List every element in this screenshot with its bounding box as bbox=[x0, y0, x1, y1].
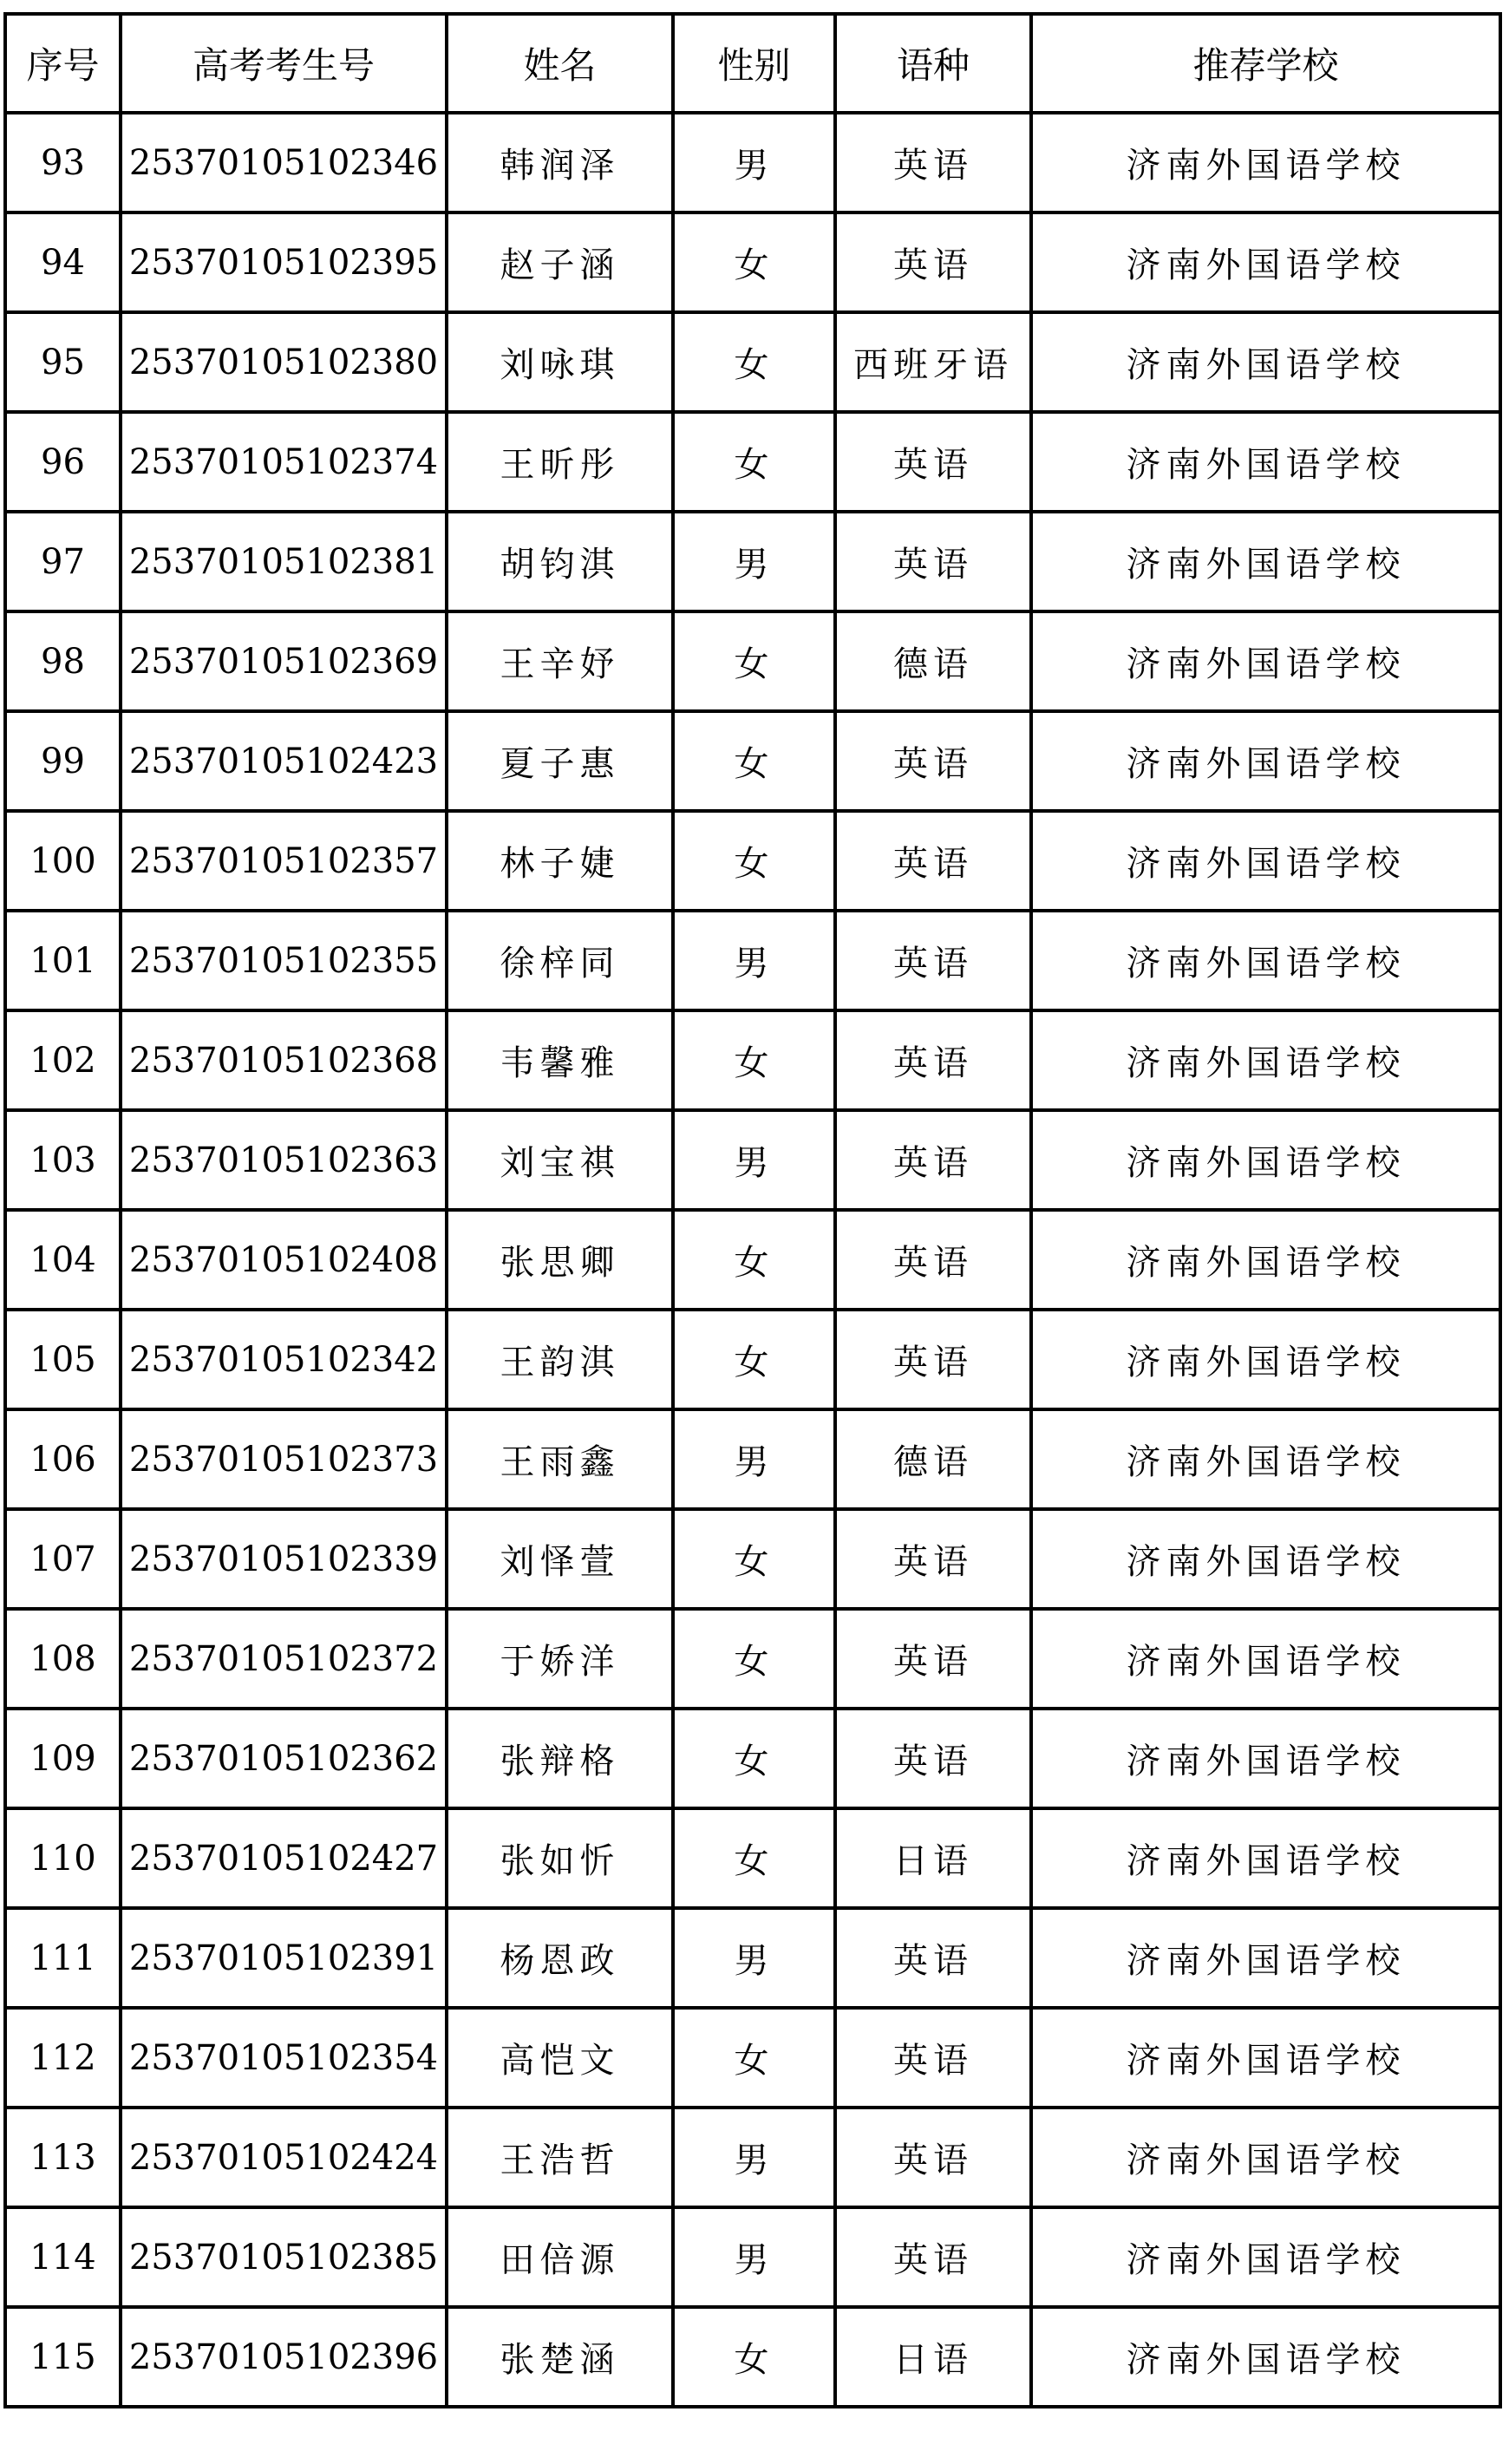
cell-school: 济南外国语学校 bbox=[1031, 2207, 1500, 2307]
cell-exam-number: 25370105102357 bbox=[121, 811, 447, 911]
cell-exam-number: 25370105102369 bbox=[121, 611, 447, 711]
cell-school: 济南外国语学校 bbox=[1031, 412, 1500, 512]
cell-name: 刘宝祺 bbox=[447, 1110, 673, 1210]
cell-serial-number: 107 bbox=[5, 1509, 121, 1609]
table-row bbox=[5, 711, 1500, 811]
cell-gender: 女 bbox=[673, 2008, 835, 2108]
cell-school: 济南外国语学校 bbox=[1031, 1808, 1500, 1908]
cell-gender: 男 bbox=[673, 1409, 835, 1509]
cell-gender: 女 bbox=[673, 1310, 835, 1409]
cell-language: 日语 bbox=[835, 1808, 1031, 1908]
table-row bbox=[5, 811, 1500, 911]
cell-exam-number: 25370105102373 bbox=[121, 1409, 447, 1509]
cell-serial-number: 101 bbox=[5, 911, 121, 1010]
cell-name: 杨恩政 bbox=[447, 1908, 673, 2008]
cell-language: 德语 bbox=[835, 1409, 1031, 1509]
cell-language: 英语 bbox=[835, 1509, 1031, 1609]
cell-serial-number: 106 bbox=[5, 1409, 121, 1509]
student-roster-table bbox=[3, 12, 1502, 2408]
cell-language: 英语 bbox=[835, 2108, 1031, 2207]
cell-school: 济南外国语学校 bbox=[1031, 1210, 1500, 1310]
cell-serial-number: 99 bbox=[5, 711, 121, 811]
table-row bbox=[5, 1509, 1500, 1609]
cell-gender: 男 bbox=[673, 512, 835, 611]
cell-gender: 女 bbox=[673, 212, 835, 312]
cell-school: 济南外国语学校 bbox=[1031, 2307, 1500, 2407]
cell-name: 于娇洋 bbox=[447, 1609, 673, 1709]
cell-language: 西班牙语 bbox=[835, 312, 1031, 412]
cell-school: 济南外国语学校 bbox=[1031, 312, 1500, 412]
cell-gender: 女 bbox=[673, 1808, 835, 1908]
cell-school: 济南外国语学校 bbox=[1031, 711, 1500, 811]
cell-gender: 女 bbox=[673, 1210, 835, 1310]
cell-serial-number: 93 bbox=[5, 113, 121, 212]
cell-serial-number: 103 bbox=[5, 1110, 121, 1210]
cell-name: 田倍源 bbox=[447, 2207, 673, 2307]
table-row bbox=[5, 1110, 1500, 1210]
cell-language: 英语 bbox=[835, 1210, 1031, 1310]
cell-school: 济南外国语学校 bbox=[1031, 512, 1500, 611]
cell-language: 英语 bbox=[835, 2207, 1031, 2307]
cell-school: 济南外国语学校 bbox=[1031, 611, 1500, 711]
cell-language: 英语 bbox=[835, 1010, 1031, 1110]
header-exam-number: 高考考生号 bbox=[121, 14, 447, 113]
cell-language: 英语 bbox=[835, 911, 1031, 1010]
table-body bbox=[5, 113, 1500, 2407]
cell-school: 济南外国语学校 bbox=[1031, 1609, 1500, 1709]
cell-exam-number: 25370105102355 bbox=[121, 911, 447, 1010]
header-recommending-school: 推荐学校 bbox=[1031, 14, 1500, 113]
cell-serial-number: 111 bbox=[5, 1908, 121, 2008]
cell-serial-number: 114 bbox=[5, 2207, 121, 2307]
table-row bbox=[5, 212, 1500, 312]
cell-exam-number: 25370105102339 bbox=[121, 1509, 447, 1609]
cell-exam-number: 25370105102381 bbox=[121, 512, 447, 611]
cell-name: 张如忻 bbox=[447, 1808, 673, 1908]
cell-school: 济南外国语学校 bbox=[1031, 2008, 1500, 2108]
cell-gender: 男 bbox=[673, 2108, 835, 2207]
cell-serial-number: 108 bbox=[5, 1609, 121, 1709]
cell-serial-number: 113 bbox=[5, 2108, 121, 2207]
cell-name: 王韵淇 bbox=[447, 1310, 673, 1409]
table-row bbox=[5, 1010, 1500, 1110]
cell-serial-number: 102 bbox=[5, 1010, 121, 1110]
table-row bbox=[5, 1808, 1500, 1908]
cell-language: 英语 bbox=[835, 2008, 1031, 2108]
cell-gender: 女 bbox=[673, 1609, 835, 1709]
cell-language: 英语 bbox=[835, 412, 1031, 512]
cell-school: 济南外国语学校 bbox=[1031, 1110, 1500, 1210]
table-row bbox=[5, 1709, 1500, 1808]
cell-exam-number: 25370105102342 bbox=[121, 1310, 447, 1409]
cell-name: 王浩哲 bbox=[447, 2108, 673, 2207]
cell-language: 英语 bbox=[835, 1908, 1031, 2008]
cell-exam-number: 25370105102395 bbox=[121, 212, 447, 312]
cell-name: 刘咏琪 bbox=[447, 312, 673, 412]
cell-serial-number: 96 bbox=[5, 412, 121, 512]
cell-serial-number: 104 bbox=[5, 1210, 121, 1310]
cell-gender: 女 bbox=[673, 312, 835, 412]
header-serial-number: 序号 bbox=[5, 14, 121, 113]
cell-school: 济南外国语学校 bbox=[1031, 911, 1500, 1010]
cell-language: 德语 bbox=[835, 611, 1031, 711]
table-row bbox=[5, 512, 1500, 611]
cell-serial-number: 97 bbox=[5, 512, 121, 611]
table-row bbox=[5, 2108, 1500, 2207]
cell-name: 韦馨雅 bbox=[447, 1010, 673, 1110]
cell-exam-number: 25370105102424 bbox=[121, 2108, 447, 2207]
cell-name: 高恺文 bbox=[447, 2008, 673, 2108]
table-row bbox=[5, 1310, 1500, 1409]
cell-name: 夏子惠 bbox=[447, 711, 673, 811]
header-name: 姓名 bbox=[447, 14, 673, 113]
cell-exam-number: 25370105102427 bbox=[121, 1808, 447, 1908]
cell-school: 济南外国语学校 bbox=[1031, 1409, 1500, 1509]
table-row bbox=[5, 312, 1500, 412]
cell-name: 张楚涵 bbox=[447, 2307, 673, 2407]
cell-exam-number: 25370105102391 bbox=[121, 1908, 447, 2008]
cell-school: 济南外国语学校 bbox=[1031, 1310, 1500, 1409]
cell-language: 英语 bbox=[835, 811, 1031, 911]
cell-school: 济南外国语学校 bbox=[1031, 2108, 1500, 2207]
table-row bbox=[5, 2207, 1500, 2307]
cell-language: 英语 bbox=[835, 1709, 1031, 1808]
cell-serial-number: 115 bbox=[5, 2307, 121, 2407]
cell-serial-number: 109 bbox=[5, 1709, 121, 1808]
cell-serial-number: 110 bbox=[5, 1808, 121, 1908]
cell-gender: 女 bbox=[673, 412, 835, 512]
cell-language: 英语 bbox=[835, 1609, 1031, 1709]
cell-gender: 女 bbox=[673, 811, 835, 911]
cell-exam-number: 25370105102368 bbox=[121, 1010, 447, 1110]
header-language: 语种 bbox=[835, 14, 1031, 113]
cell-gender: 女 bbox=[673, 611, 835, 711]
table-row bbox=[5, 1609, 1500, 1709]
cell-serial-number: 105 bbox=[5, 1310, 121, 1409]
cell-language: 英语 bbox=[835, 512, 1031, 611]
cell-name: 王雨鑫 bbox=[447, 1409, 673, 1509]
cell-name: 王辛妤 bbox=[447, 611, 673, 711]
header-row bbox=[5, 14, 1500, 113]
cell-exam-number: 25370105102374 bbox=[121, 412, 447, 512]
table-row bbox=[5, 1409, 1500, 1509]
cell-gender: 男 bbox=[673, 113, 835, 212]
cell-exam-number: 25370105102354 bbox=[121, 2008, 447, 2108]
cell-name: 张思卿 bbox=[447, 1210, 673, 1310]
cell-school: 济南外国语学校 bbox=[1031, 1908, 1500, 2008]
table-header bbox=[5, 14, 1500, 113]
cell-exam-number: 25370105102362 bbox=[121, 1709, 447, 1808]
cell-exam-number: 25370105102408 bbox=[121, 1210, 447, 1310]
cell-name: 赵子涵 bbox=[447, 212, 673, 312]
cell-serial-number: 98 bbox=[5, 611, 121, 711]
table-row bbox=[5, 1210, 1500, 1310]
cell-gender: 男 bbox=[673, 1110, 835, 1210]
cell-gender: 女 bbox=[673, 711, 835, 811]
cell-name: 韩润泽 bbox=[447, 113, 673, 212]
cell-name: 王昕彤 bbox=[447, 412, 673, 512]
cell-language: 英语 bbox=[835, 1110, 1031, 1210]
cell-school: 济南外国语学校 bbox=[1031, 212, 1500, 312]
cell-gender: 女 bbox=[673, 1010, 835, 1110]
cell-serial-number: 94 bbox=[5, 212, 121, 312]
cell-exam-number: 25370105102396 bbox=[121, 2307, 447, 2407]
cell-name: 刘怿萱 bbox=[447, 1509, 673, 1609]
cell-exam-number: 25370105102380 bbox=[121, 312, 447, 412]
cell-gender: 女 bbox=[673, 2307, 835, 2407]
cell-serial-number: 112 bbox=[5, 2008, 121, 2108]
cell-school: 济南外国语学校 bbox=[1031, 1509, 1500, 1609]
cell-language: 日语 bbox=[835, 2307, 1031, 2407]
cell-language: 英语 bbox=[835, 113, 1031, 212]
cell-serial-number: 95 bbox=[5, 312, 121, 412]
cell-exam-number: 25370105102346 bbox=[121, 113, 447, 212]
table-row bbox=[5, 611, 1500, 711]
cell-exam-number: 25370105102372 bbox=[121, 1609, 447, 1709]
table-row bbox=[5, 1908, 1500, 2008]
cell-name: 林子婕 bbox=[447, 811, 673, 911]
table-row bbox=[5, 911, 1500, 1010]
cell-name: 胡钧淇 bbox=[447, 512, 673, 611]
cell-name: 徐梓同 bbox=[447, 911, 673, 1010]
cell-serial-number: 100 bbox=[5, 811, 121, 911]
cell-language: 英语 bbox=[835, 212, 1031, 312]
cell-gender: 女 bbox=[673, 1509, 835, 1609]
cell-school: 济南外国语学校 bbox=[1031, 113, 1500, 212]
cell-gender: 男 bbox=[673, 1908, 835, 2008]
cell-gender: 男 bbox=[673, 2207, 835, 2307]
cell-school: 济南外国语学校 bbox=[1031, 1010, 1500, 1110]
table-row bbox=[5, 2008, 1500, 2108]
cell-language: 英语 bbox=[835, 1310, 1031, 1409]
table-row bbox=[5, 2307, 1500, 2407]
header-gender: 性别 bbox=[673, 14, 835, 113]
cell-exam-number: 25370105102385 bbox=[121, 2207, 447, 2307]
cell-language: 英语 bbox=[835, 711, 1031, 811]
table-row bbox=[5, 113, 1500, 212]
cell-school: 济南外国语学校 bbox=[1031, 811, 1500, 911]
cell-name: 张辩格 bbox=[447, 1709, 673, 1808]
cell-gender: 女 bbox=[673, 1709, 835, 1808]
table-row bbox=[5, 412, 1500, 512]
cell-gender: 男 bbox=[673, 911, 835, 1010]
cell-exam-number: 25370105102423 bbox=[121, 711, 447, 811]
cell-school: 济南外国语学校 bbox=[1031, 1709, 1500, 1808]
cell-exam-number: 25370105102363 bbox=[121, 1110, 447, 1210]
